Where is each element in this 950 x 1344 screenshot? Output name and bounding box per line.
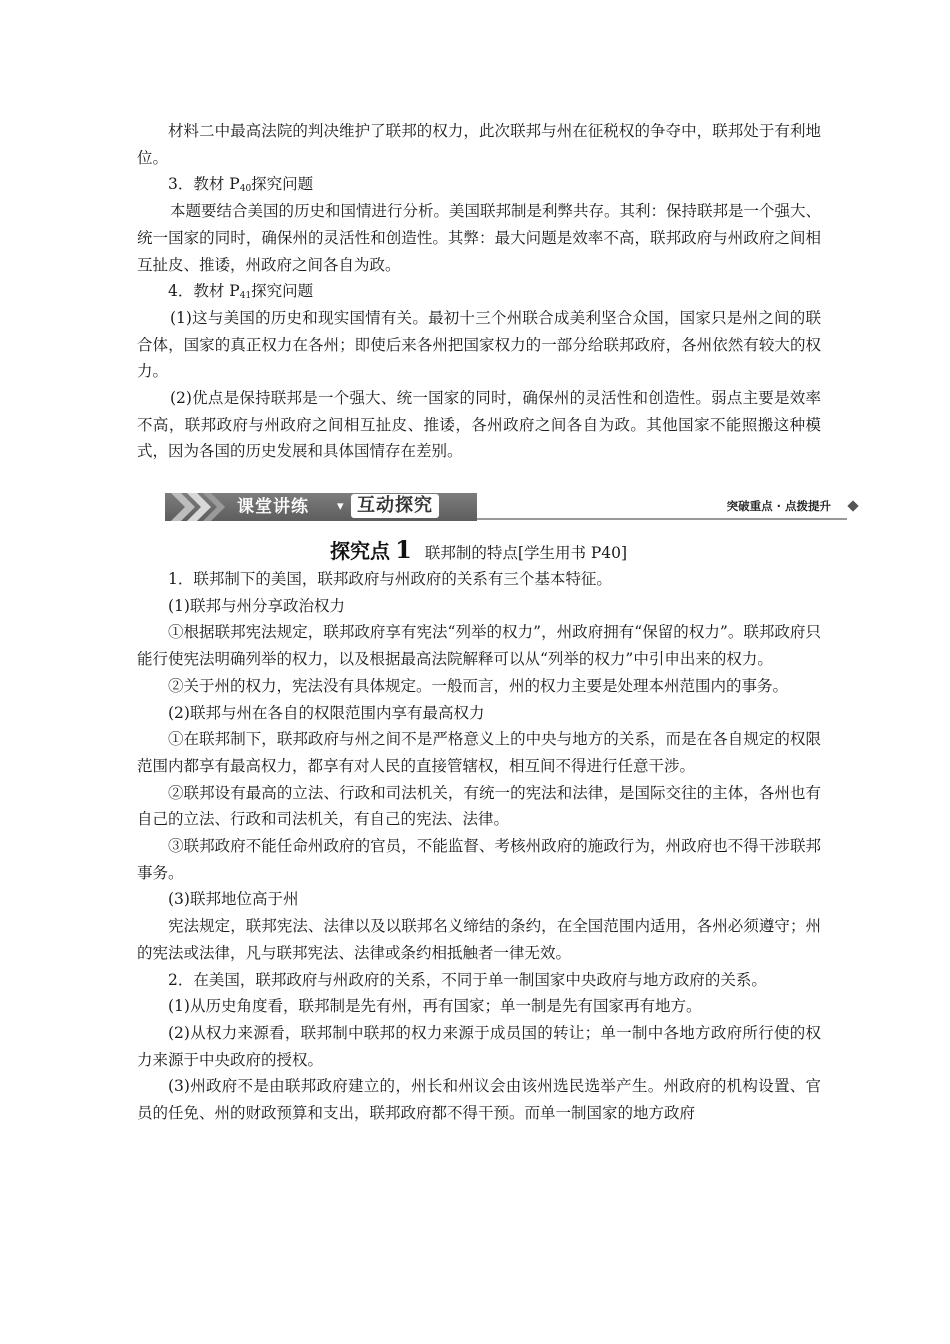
paragraph: (2)联邦与州在各自的权限范围内享有最高权力: [168, 703, 485, 722]
paragraph: 1．联邦制下的美国，联邦政府与州政府的关系有三个基本特征。: [168, 570, 612, 588]
paragraph: ③联邦政府不能任命州政府的官员，不能监督、考核州政府的施政行为，州政府也不得干涉联邦事务。: [137, 837, 821, 882]
paragraph: (3)州政府不是由联邦政府建立的，州长和州议会由该州选民选举产生。州政府的机构设置、官员的任免、州的财政预算和支出，联邦政府都不得干预。而单一制国家的地方政府: [137, 1077, 821, 1123]
section-title-number: 1: [395, 535, 412, 564]
paragraph: ②关于州的权力，宪法没有具体规定。一般而言，州的权力主要是处理本州范围内的事务。: [168, 676, 789, 695]
paragraph: (2)从权力来源看，联邦制中联邦的权力来源于成员国的转让；单一制中各地方政府所行使的权力来源于中央政府的授权。: [137, 1023, 821, 1069]
paragraph: ①根据联邦宪法规定，联邦政府享有宪法“列举的权力”，州政府拥有“保留的权力”。联邦政府只能行使宪法明确列举的权力，以及根据最高法院解释可以从“列举的权力”中引申出来的权力。: [137, 623, 821, 669]
section-title: [330, 535, 627, 565]
chevron-stripes-icon: [171, 493, 231, 521]
paragraph: ②联邦设有最高的立法、行政和司法机关，有统一的宪法和法律，是国际交往的主体，各州也有自己的立法、行政和司法机关，有自己的宪法、法律。: [137, 783, 821, 829]
page-subscript: 41: [239, 291, 252, 302]
paragraph: (1)联邦与州分享政治权力: [168, 596, 345, 615]
paragraph: (2)优点是保持联邦是一个强大、统一国家的同时，确保州的灵活性和创造性。弱点主要是效率不高，联邦政府与州政府之间相互扯皮、推诿，各州政府之间各自为政。其他国家不能照搬这种模式，因为各国的历史发展和具体国情存在差别。: [137, 389, 821, 461]
paragraph: 本题要结合美国的历史和国情进行分析。美国联邦制是利弊共存。其利：保持联邦是一个强大、统一国家的同时，确保州的灵活性和创造性。其弊：最大问题是效率不高，联邦政府与州政府之间相互扯皮、推诿，州政府之间各自为政。: [137, 202, 822, 274]
top-content: [137, 118, 821, 465]
heading-3: [137, 171, 821, 198]
paragraph: ①在联邦制下，联邦政府与州之间不是严格意义上的中央与地方的关系，而是在各自规定的权限范围内都享有最高权力，都享有对人民的直接管辖权，相互间不得进行任意干涉。: [137, 730, 821, 775]
banner-left-text: 课堂讲练: [237, 497, 309, 517]
paragraph: (1)这与美国的历史和现实国情有关。最初十三个州联合成美利坚合众国，国家只是州之间的联合体，国家的真正权力在各州；即使后来各州把国家权力的一部分给联邦政府，各州依然有较大的权力。: [137, 308, 821, 381]
paragraph: (1)从历史角度看，联邦制是先有州，再有国家；单一制是先有国家再有地方。: [168, 997, 702, 1016]
banner-divider: [477, 518, 847, 520]
section-title-main: 探究点: [330, 539, 390, 563]
banner-highlight: 互动探究: [351, 494, 439, 518]
section-banner: [165, 490, 861, 524]
heading-text: 探究问题: [251, 282, 314, 301]
banner-right-text: 突破重点 · 点拨提升: [726, 499, 831, 513]
page-subscript: 40: [239, 184, 252, 195]
diamond-icon: [847, 500, 858, 511]
paragraph: 宪法规定，联邦宪法、法律以及以联邦名义缔结的条约，在全国范围内适用，各州必须遵守；州的宪法或法律，凡与联邦宪法、法律或条约相抵触者一律无效。: [137, 917, 821, 962]
banner-dot-icon: ▾: [337, 499, 344, 514]
heading-text: 4．教材 P: [168, 282, 240, 301]
paragraph: 材料二中最高法院的判决维护了联邦的权力，此次联邦与州在征税权的争夺中，联邦处于有利地位。: [137, 122, 821, 167]
heading-text: 3．教材 P: [168, 175, 240, 194]
section-title-sub: 联邦制的特点[学生用书 P40]: [424, 544, 628, 562]
heading-4: [137, 278, 821, 305]
paragraph: (3)联邦地位高于州: [168, 890, 299, 909]
paragraph: 2．在美国，联邦政府与州政府的关系，不同于单一制国家中央政府与地方政府的关系。: [168, 970, 767, 989]
heading-text: 探究问题: [251, 175, 314, 194]
body-content: [137, 566, 821, 1127]
